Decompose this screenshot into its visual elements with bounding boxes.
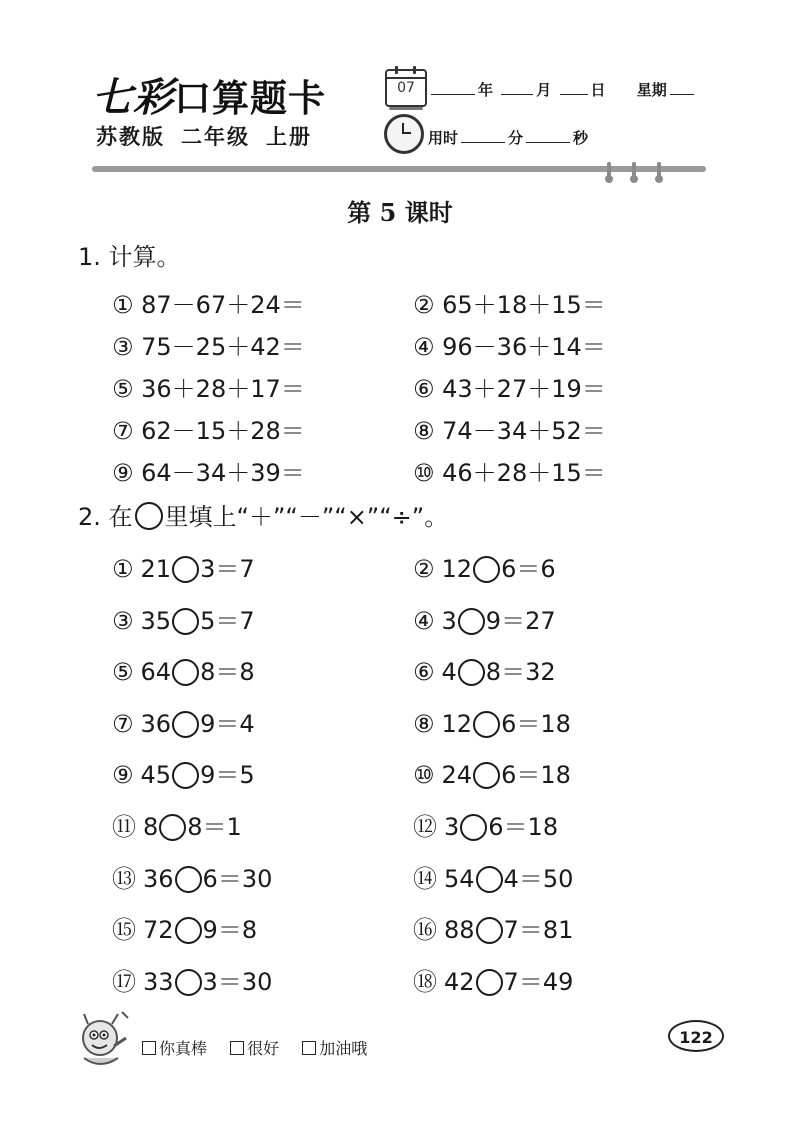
- right-expression: 9＝4: [200, 709, 255, 738]
- week-label: 星期: [636, 81, 667, 99]
- left-operand: 12: [441, 709, 473, 738]
- right-expression: 5＝7: [200, 606, 255, 635]
- item-number: ⑰: [112, 967, 136, 996]
- second-blank[interactable]: [526, 126, 570, 143]
- operator-item: [112, 910, 257, 945]
- volume-label: 上册: [266, 125, 312, 149]
- right-expression: 6＝30: [202, 864, 273, 893]
- item-number: ③: [112, 606, 134, 635]
- hook-icon: [607, 162, 611, 180]
- rating-option-great[interactable]: 你真棒: [142, 1039, 207, 1058]
- second-label: 秒: [573, 129, 589, 147]
- left-operand: 64: [140, 658, 172, 687]
- left-operand: 45: [140, 761, 172, 790]
- right-expression: 3＝30: [202, 967, 273, 996]
- operator-blank-circle[interactable]: [175, 917, 202, 944]
- hook-icon: [632, 162, 636, 180]
- operator-item: [112, 962, 272, 997]
- operator-blank-circle[interactable]: [476, 866, 503, 893]
- book-subtitle: [96, 121, 328, 151]
- calc-item: ⑦ 62－15＋28＝: [112, 417, 305, 445]
- left-operand: 8: [143, 813, 159, 841]
- item-number: ⑱: [413, 967, 437, 996]
- section2-title: [78, 497, 448, 532]
- day-label: 日: [590, 81, 606, 99]
- edition-label: 苏教版: [96, 125, 165, 149]
- operator-blank-circle[interactable]: [175, 969, 202, 996]
- left-operand: 21: [140, 555, 172, 583]
- left-operand: 12: [441, 555, 473, 583]
- operator-blank-circle[interactable]: [473, 556, 500, 583]
- item-number: ①: [112, 555, 134, 583]
- page-number: 122: [668, 1020, 724, 1052]
- hook-icon: [657, 162, 661, 180]
- item-number: ⑦: [112, 709, 134, 738]
- left-operand: 42: [444, 967, 475, 996]
- calc-item: ⑧ 74－34＋52＝: [413, 417, 606, 445]
- operator-item: [112, 807, 242, 842]
- calc-item: ⑥ 43＋27＋19＝: [413, 375, 606, 403]
- right-expression: 8＝1: [187, 813, 242, 841]
- right-expression: 7＝49: [503, 967, 574, 996]
- operator-item: [413, 549, 556, 584]
- calc-item: ⑩ 46＋28＋15＝: [413, 459, 606, 487]
- operator-item: [413, 859, 573, 894]
- operator-blank-circle[interactable]: [473, 762, 500, 789]
- month-label: 月: [536, 81, 552, 99]
- clock-icon: [384, 114, 424, 154]
- left-operand: 36: [143, 864, 174, 893]
- operator-blank-circle[interactable]: [172, 711, 199, 738]
- item-number: ⑧: [413, 709, 435, 738]
- month-blank[interactable]: [501, 78, 533, 95]
- brand-rest: 口算题卡: [174, 77, 326, 120]
- right-expression: 6＝6: [501, 555, 556, 583]
- left-operand: 54: [444, 864, 475, 893]
- item-number: ⑬: [112, 864, 136, 893]
- item-number: ⑨: [112, 761, 134, 790]
- operator-blank-circle[interactable]: [172, 608, 199, 635]
- mascot-illustration: [70, 1008, 134, 1072]
- calc-item: ③ 75－25＋42＝: [112, 333, 305, 361]
- right-expression: 8＝8: [200, 658, 255, 687]
- item-number: ⑮: [112, 916, 136, 945]
- left-operand: 88: [444, 916, 475, 945]
- left-operand: 33: [143, 967, 174, 996]
- operator-blank-circle[interactable]: [159, 814, 186, 841]
- section2-title-suffix: 里填上“＋”“－”“×”“÷”。: [164, 503, 449, 531]
- right-expression: 6＝18: [488, 813, 559, 841]
- operator-item: [413, 652, 556, 687]
- operator-item: [413, 601, 556, 636]
- week-blank[interactable]: [670, 78, 694, 95]
- left-operand: 3: [441, 606, 457, 635]
- operator-item: [413, 755, 571, 790]
- header-divider: [92, 166, 706, 172]
- section2-title-prefix: 2. 在: [78, 503, 133, 531]
- operator-item: [112, 859, 272, 894]
- item-number: ⑩: [413, 761, 435, 790]
- item-number: ④: [413, 606, 435, 635]
- operator-blank-circle[interactable]: [458, 659, 485, 686]
- operator-item: [112, 601, 255, 636]
- item-number: ⑭: [413, 864, 437, 893]
- operator-blank-circle[interactable]: [460, 814, 487, 841]
- left-operand: 72: [143, 916, 174, 945]
- calc-item: ⑤ 36＋28＋17＝: [112, 375, 305, 403]
- rating-options: [142, 1036, 385, 1059]
- calc-item: ⑨ 64－34＋39＝: [112, 459, 305, 487]
- operator-item: [413, 910, 573, 945]
- checkbox-icon[interactable]: [302, 1041, 316, 1055]
- year-blank[interactable]: [431, 78, 475, 95]
- day-blank[interactable]: [560, 78, 588, 95]
- rating-option-keep-going[interactable]: 加油哦: [302, 1039, 367, 1058]
- operator-blank-circle[interactable]: [175, 866, 202, 893]
- right-expression: 8＝32: [485, 658, 556, 687]
- item-number: ⑥: [413, 658, 435, 687]
- grade-label: 二年级: [181, 125, 250, 149]
- left-operand: 4: [441, 658, 457, 687]
- right-expression: 3＝7: [200, 555, 255, 583]
- item-number: ⑫: [413, 813, 437, 841]
- section1-title: 1. 计算。: [78, 243, 181, 271]
- date-fields: [428, 78, 697, 100]
- operator-item: [112, 755, 255, 790]
- time-label: 用时: [428, 129, 459, 147]
- operator-item: [413, 704, 571, 739]
- operator-item: [413, 962, 573, 997]
- calc-item: ④ 96－36＋14＝: [413, 333, 606, 361]
- operator-blank-circle[interactable]: [172, 762, 199, 789]
- item-number: ⑪: [112, 813, 136, 841]
- operator-blank-circle[interactable]: [476, 917, 503, 944]
- operator-blank-circle[interactable]: [473, 711, 500, 738]
- minute-label: 分: [508, 129, 524, 147]
- calendar-icon: [385, 69, 427, 107]
- calc-item: ① 87－67＋24＝: [112, 291, 305, 319]
- operator-item: [112, 704, 255, 739]
- right-expression: 7＝81: [503, 916, 574, 945]
- right-expression: 9＝27: [485, 606, 556, 635]
- circle-icon: [135, 502, 163, 530]
- right-expression: 6＝18: [501, 709, 571, 738]
- item-number: ②: [413, 555, 435, 583]
- left-operand: 35: [140, 606, 172, 635]
- brand-seven: 七彩: [92, 74, 174, 121]
- right-expression: 9＝8: [202, 916, 258, 945]
- operator-item: [413, 807, 558, 842]
- operator-item: [112, 652, 255, 687]
- right-expression: 9＝5: [200, 761, 255, 790]
- time-fields: [428, 126, 588, 148]
- right-expression: 4＝50: [503, 864, 574, 893]
- item-number: ⑤: [112, 658, 134, 687]
- operator-blank-circle[interactable]: [172, 556, 199, 583]
- operator-blank-circle[interactable]: [476, 969, 503, 996]
- item-number: ⑯: [413, 916, 437, 945]
- operator-blank-circle[interactable]: [172, 659, 199, 686]
- calendar-day: 07: [397, 80, 415, 96]
- left-operand: 36: [140, 709, 172, 738]
- year-label: 年: [478, 81, 494, 99]
- minute-blank[interactable]: [461, 126, 505, 143]
- right-expression: 6＝18: [501, 761, 571, 790]
- left-operand: 3: [444, 813, 460, 841]
- lesson-title: 第 5 课时: [347, 198, 453, 227]
- calc-item: ② 65＋18＋15＝: [413, 291, 606, 319]
- operator-blank-circle[interactable]: [458, 608, 485, 635]
- left-operand: 24: [441, 761, 473, 790]
- rating-option-good[interactable]: 很好: [230, 1039, 279, 1058]
- checkbox-icon[interactable]: [142, 1041, 156, 1055]
- brand-title: [92, 66, 326, 123]
- operator-item: [112, 549, 255, 584]
- checkbox-icon[interactable]: [230, 1041, 244, 1055]
